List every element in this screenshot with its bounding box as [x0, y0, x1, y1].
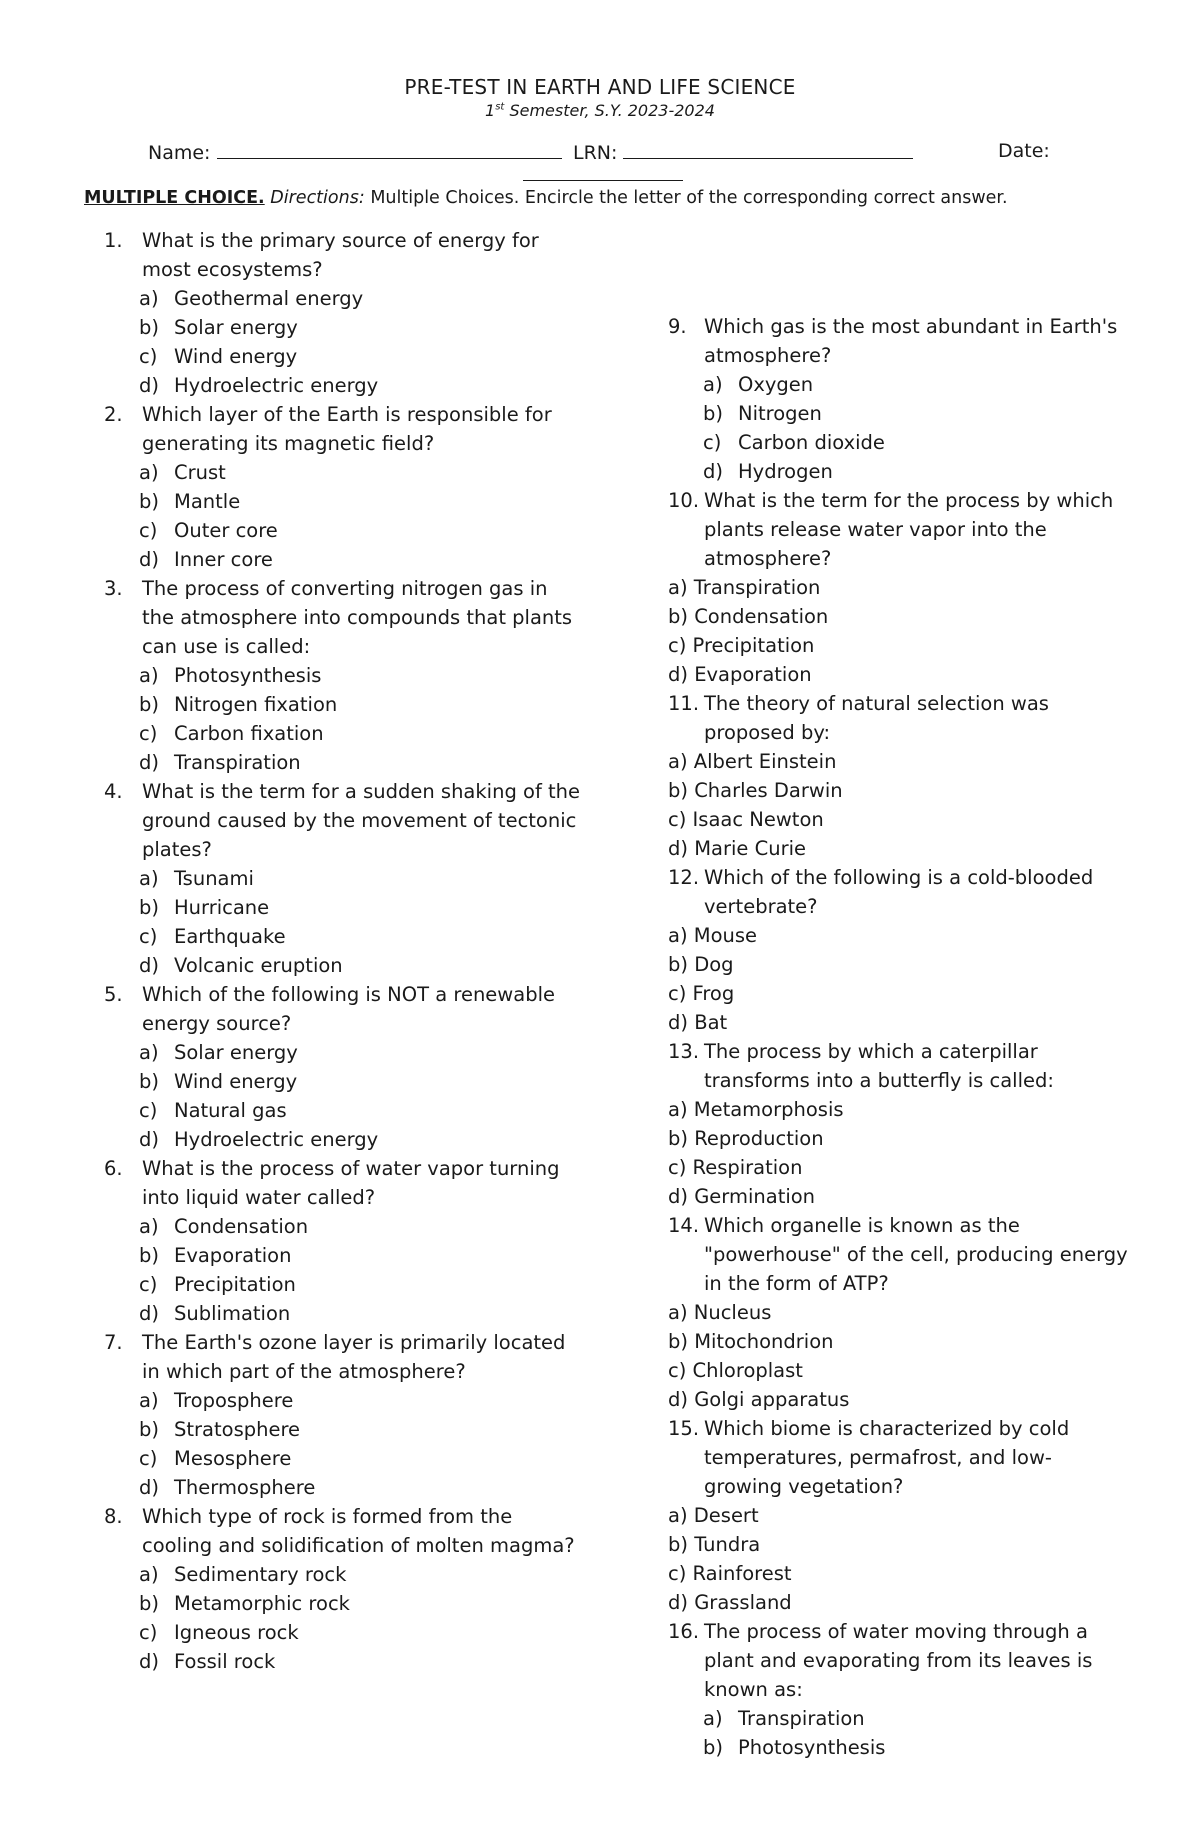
option-text: Precipitation [692, 634, 815, 657]
option-text: Frog [692, 982, 735, 1005]
option-letter: d) [139, 1302, 159, 1325]
answer-option[interactable] [104, 1415, 584, 1444]
option-text: Inner core [174, 548, 273, 571]
option-letter: d) [139, 1476, 159, 1499]
semester-num: 1 [485, 101, 496, 120]
answer-option[interactable] [104, 1560, 584, 1589]
option-letter: b) [668, 1533, 695, 1556]
question-item [104, 400, 584, 574]
option-text: Sedimentary rock [174, 1563, 347, 1586]
answer-options [668, 573, 1128, 689]
option-letter: a) [139, 867, 159, 890]
answer-option[interactable] [104, 1386, 584, 1415]
question-number: 9. [668, 315, 687, 338]
answer-option[interactable] [668, 1095, 1128, 1124]
answer-option[interactable] [104, 545, 584, 574]
option-letter: b) [668, 1330, 695, 1353]
option-text: Thermosphere [174, 1476, 316, 1499]
option-letter: c) [139, 925, 158, 948]
question-prompt: Which of the following is a cold-blooded vertebrate? [704, 866, 1094, 918]
option-letter: b) [668, 779, 695, 802]
answer-option[interactable] [104, 690, 584, 719]
option-text: Nitrogen [738, 402, 822, 425]
option-letter: b) [139, 693, 159, 716]
question-text [668, 1037, 1128, 1095]
semester-rest: Semester, S.Y. 2023-2024 [504, 101, 715, 120]
option-letter: d) [668, 1185, 695, 1208]
answer-option[interactable] [104, 458, 584, 487]
question-number: 16. [668, 1620, 700, 1643]
question-text [668, 486, 1128, 573]
option-letter: a) [668, 1301, 694, 1324]
option-letter: a) [668, 1504, 694, 1527]
option-letter: b) [139, 490, 159, 513]
answer-option[interactable] [104, 1589, 584, 1618]
option-text: Desert [693, 1504, 759, 1527]
date-blank[interactable] [523, 180, 683, 181]
question-number: 13. [668, 1040, 700, 1063]
option-letter: a) [668, 576, 694, 599]
answer-options [668, 1095, 1128, 1211]
name-field[interactable] [148, 140, 562, 164]
answer-option[interactable] [668, 457, 1128, 486]
option-text: Grassland [694, 1591, 792, 1614]
answer-option[interactable] [668, 631, 1128, 660]
answer-option[interactable] [104, 1125, 584, 1154]
option-letter: b) [703, 1736, 723, 1759]
question-text [104, 574, 584, 661]
option-text: Photosynthesis [174, 664, 322, 687]
answer-option[interactable] [104, 893, 584, 922]
question-prompt: The theory of natural selection was proposed by: [704, 692, 1049, 744]
option-letter: a) [703, 1707, 723, 1730]
option-text: Dog [694, 953, 734, 976]
lrn-label: LRN: [573, 142, 618, 164]
question-text [668, 1211, 1128, 1298]
option-text: Charles Darwin [694, 779, 843, 802]
question-prompt: Which biome is characterized by cold temperatures, permafrost, and low-growing vegetation? [704, 1417, 1070, 1498]
answer-options [668, 747, 1128, 863]
option-text: Solar energy [174, 316, 298, 339]
option-text: Hydroelectric energy [174, 374, 379, 397]
answer-options [104, 458, 584, 574]
question-text [104, 1154, 584, 1212]
option-text: Natural gas [174, 1099, 287, 1122]
question-prompt: Which layer of the Earth is responsible for generating its magnetic field? [142, 403, 552, 455]
option-text: Igneous rock [174, 1621, 299, 1644]
option-letter: a) [668, 1098, 694, 1121]
option-text: Evaporation [174, 1244, 292, 1267]
option-text: Reproduction [694, 1127, 824, 1150]
option-letter: c) [703, 431, 722, 454]
option-text: Evaporation [694, 663, 812, 686]
question-text [668, 863, 1128, 921]
answer-option[interactable] [104, 1444, 584, 1473]
question-text [668, 312, 1128, 370]
question-number: 15. [668, 1417, 700, 1440]
question-number: 2. [104, 403, 123, 426]
semester-line [0, 101, 1200, 120]
option-text: Hydrogen [738, 460, 833, 483]
question-item [104, 574, 584, 777]
question-text [104, 226, 584, 284]
option-letter: a) [139, 664, 159, 687]
multiple-choice-label: MULTIPLE CHOICE. [84, 188, 265, 208]
question-prompt: The process of converting nitrogen gas in the atmosphere into compounds that plants can use is called: [142, 577, 573, 658]
option-letter: d) [139, 374, 159, 397]
option-text: Photosynthesis [738, 1736, 886, 1759]
answer-option[interactable] [668, 602, 1128, 631]
question-number: 12. [668, 866, 700, 889]
option-text: Carbon dioxide [738, 431, 885, 454]
question-number: 1. [104, 229, 123, 252]
answer-options [668, 921, 1128, 1037]
option-text: Condensation [694, 605, 829, 628]
question-text [104, 1328, 584, 1386]
option-letter: d) [703, 460, 723, 483]
option-letter: d) [668, 837, 695, 860]
option-text: Carbon fixation [174, 722, 324, 745]
option-text: Respiration [692, 1156, 803, 1179]
option-letter: b) [139, 1070, 159, 1093]
option-letter: c) [139, 345, 158, 368]
option-text: Nucleus [693, 1301, 772, 1324]
option-text: Crust [174, 461, 226, 484]
option-text: Golgi apparatus [694, 1388, 850, 1411]
option-letter: a) [668, 750, 694, 773]
option-text: Bat [694, 1011, 728, 1034]
answer-option[interactable] [104, 284, 584, 313]
answer-option[interactable] [668, 1385, 1128, 1414]
answer-option[interactable] [668, 1530, 1128, 1559]
option-letter: b) [139, 1418, 159, 1441]
answer-option[interactable] [104, 313, 584, 342]
answer-options [104, 1560, 584, 1676]
semester-sup: st [495, 101, 505, 113]
option-text: Chloroplast [692, 1359, 803, 1382]
answer-option[interactable] [104, 1270, 584, 1299]
option-text: Rainforest [692, 1562, 792, 1585]
directions-label: Directions: [270, 188, 365, 208]
answer-option[interactable] [104, 1212, 584, 1241]
option-letter: b) [139, 1592, 159, 1615]
answer-option[interactable] [668, 1124, 1128, 1153]
option-letter: c) [139, 1273, 158, 1296]
option-letter: c) [668, 808, 693, 831]
option-text: Tundra [694, 1533, 761, 1556]
option-text: Marie Curie [694, 837, 806, 860]
option-text: Mitochondrion [694, 1330, 834, 1353]
option-letter: c) [668, 1156, 693, 1179]
name-blank[interactable] [217, 140, 562, 159]
question-prompt: The process by which a caterpillar transforms into a butterfly is called: [704, 1040, 1054, 1092]
option-letter: b) [139, 1244, 159, 1267]
answer-option[interactable] [104, 487, 584, 516]
lrn-field[interactable] [573, 140, 913, 164]
option-text: Mouse [693, 924, 758, 947]
question-item [104, 1328, 584, 1502]
option-letter: a) [139, 1389, 159, 1412]
option-letter: b) [139, 896, 159, 919]
answer-option[interactable] [668, 1008, 1128, 1037]
question-number: 4. [104, 780, 123, 803]
question-number: 3. [104, 577, 123, 600]
question-text [668, 1617, 1128, 1704]
option-letter: d) [668, 1388, 695, 1411]
option-text: Earthquake [174, 925, 286, 948]
option-letter: c) [139, 1621, 158, 1644]
option-letter: b) [668, 1127, 695, 1150]
option-letter: c) [139, 519, 158, 542]
answer-option[interactable] [104, 1647, 584, 1676]
question-number: 11. [668, 692, 700, 715]
directions-line [84, 188, 1134, 208]
question-prompt: What is the primary source of energy for most ecosystems? [142, 229, 539, 281]
answer-option[interactable] [668, 747, 1128, 776]
answer-options [104, 661, 584, 777]
question-prompt: Which type of rock is formed from the cooling and solidification of molten magma? [142, 1505, 575, 1557]
question-item [668, 1037, 1128, 1211]
option-text: Albert Einstein [693, 750, 837, 773]
option-text: Transpiration [693, 576, 821, 599]
question-prompt: What is the term for a sudden shaking of the ground caused by the movement of tectonic plates? [142, 780, 581, 861]
answer-options [668, 1501, 1128, 1617]
option-text: Volcanic eruption [174, 954, 343, 977]
option-letter: d) [139, 548, 159, 571]
question-prompt: Which organelle is known as the "powerhouse" of the cell, producing energy in the form of ATP? [704, 1214, 1128, 1295]
option-letter: a) [668, 924, 694, 947]
question-prompt: Which of the following is NOT a renewable energy source? [142, 983, 555, 1035]
question-item [104, 1502, 584, 1676]
option-text: Transpiration [174, 751, 301, 774]
answer-option[interactable] [668, 921, 1128, 950]
answer-option[interactable] [668, 1298, 1128, 1327]
answer-options [104, 1038, 584, 1154]
option-letter: d) [139, 751, 159, 774]
answer-option[interactable] [104, 1038, 584, 1067]
question-text [668, 689, 1128, 747]
answer-option[interactable] [104, 371, 584, 400]
option-text: Mesosphere [174, 1447, 292, 1470]
question-number: 6. [104, 1157, 123, 1180]
option-letter: a) [703, 373, 723, 396]
option-text: Condensation [174, 1215, 309, 1238]
answer-option[interactable] [104, 1241, 584, 1270]
option-text: Wind energy [174, 1070, 298, 1093]
option-text: Isaac Newton [692, 808, 824, 831]
option-letter: a) [139, 461, 159, 484]
left-question-column [104, 226, 584, 1676]
answer-option[interactable] [668, 805, 1128, 834]
answer-option[interactable] [104, 342, 584, 371]
question-item [668, 1211, 1128, 1414]
answer-option[interactable] [104, 951, 584, 980]
question-item [668, 486, 1128, 689]
option-text: Germination [694, 1185, 816, 1208]
lrn-blank[interactable] [623, 140, 913, 159]
question-item [668, 689, 1128, 863]
answer-options [668, 370, 1128, 486]
option-letter: a) [139, 1563, 159, 1586]
question-number: 7. [104, 1331, 123, 1354]
question-text [668, 1414, 1128, 1501]
answer-option[interactable] [668, 950, 1128, 979]
right-question-column [668, 312, 1128, 1762]
question-item [668, 1617, 1128, 1762]
answer-options [104, 864, 584, 980]
option-text: Troposphere [174, 1389, 294, 1412]
student-info-line [148, 140, 1058, 190]
option-letter: a) [139, 1041, 159, 1064]
option-text: Metamorphic rock [174, 1592, 350, 1615]
option-letter: b) [703, 402, 723, 425]
answer-option[interactable] [668, 660, 1128, 689]
answer-option[interactable] [668, 1356, 1128, 1385]
answer-option[interactable] [104, 719, 584, 748]
option-letter: c) [668, 982, 693, 1005]
option-text: Mantle [174, 490, 241, 513]
option-text: Metamorphosis [693, 1098, 844, 1121]
option-letter: c) [139, 722, 158, 745]
answer-option[interactable] [104, 1067, 584, 1096]
question-number: 5. [104, 983, 123, 1006]
question-prompt: Which gas is the most abundant in Earth's atmosphere? [704, 315, 1118, 367]
option-letter: a) [139, 287, 159, 310]
question-number: 14. [668, 1214, 700, 1237]
option-letter: c) [668, 1562, 693, 1585]
option-text: Nitrogen fixation [174, 693, 338, 716]
option-text: Hurricane [174, 896, 270, 919]
question-text [104, 980, 584, 1038]
answer-option[interactable] [104, 1096, 584, 1125]
option-letter: d) [139, 1650, 159, 1673]
option-letter: d) [139, 1128, 159, 1151]
question-number: 8. [104, 1505, 123, 1528]
answer-option[interactable] [104, 864, 584, 893]
option-text: Fossil rock [174, 1650, 276, 1673]
answer-option[interactable] [104, 1618, 584, 1647]
option-text: Oxygen [738, 373, 814, 396]
option-letter: c) [668, 634, 693, 657]
question-prompt: What is the process of water vapor turning into liquid water called? [142, 1157, 560, 1209]
answer-option[interactable] [104, 922, 584, 951]
option-letter: c) [139, 1099, 158, 1122]
option-text: Outer core [174, 519, 278, 542]
option-text: Tsunami [174, 867, 254, 890]
directions-text: Multiple Choices. Encircle the letter of the corresponding correct answer. [370, 188, 1008, 208]
answer-option[interactable] [104, 1299, 584, 1328]
answer-option[interactable] [668, 399, 1128, 428]
answer-option[interactable] [668, 1704, 1128, 1733]
page-title: PRE-TEST IN EARTH AND LIFE SCIENCE [404, 75, 796, 99]
option-letter: d) [668, 1011, 695, 1034]
question-prompt: What is the term for the process by which plants release water vapor into the atmosphere? [704, 489, 1114, 570]
option-text: Solar energy [174, 1041, 298, 1064]
question-text [104, 400, 584, 458]
answer-option[interactable] [668, 834, 1128, 863]
answer-options [104, 1212, 584, 1328]
date-field[interactable] [998, 140, 1050, 162]
answer-options [668, 1704, 1128, 1762]
option-letter: a) [139, 1215, 159, 1238]
question-item [104, 777, 584, 980]
answer-option[interactable] [668, 428, 1128, 457]
answer-options [668, 1298, 1128, 1414]
answer-options [104, 1386, 584, 1502]
option-text: Hydroelectric energy [174, 1128, 379, 1151]
answer-option[interactable] [104, 1473, 584, 1502]
answer-option[interactable] [668, 370, 1128, 399]
option-letter: b) [668, 605, 695, 628]
answer-option[interactable] [668, 1733, 1128, 1762]
answer-option[interactable] [104, 516, 584, 545]
answer-option[interactable] [668, 979, 1128, 1008]
option-text: Sublimation [174, 1302, 291, 1325]
question-text [104, 1502, 584, 1560]
question-item [104, 1154, 584, 1328]
option-letter: b) [139, 316, 159, 339]
question-prompt: The process of water moving through a plant and evaporating from its leaves is known as: [704, 1620, 1093, 1701]
option-text: Transpiration [738, 1707, 865, 1730]
answer-option[interactable] [668, 573, 1128, 602]
option-text: Geothermal energy [174, 287, 364, 310]
answer-option[interactable] [668, 1559, 1128, 1588]
question-text [104, 777, 584, 864]
option-letter: c) [139, 1447, 158, 1470]
answer-option[interactable] [668, 1501, 1128, 1530]
answer-option[interactable] [104, 661, 584, 690]
question-prompt: The Earth's ozone layer is primarily located in which part of the atmosphere? [142, 1331, 566, 1383]
question-item [668, 312, 1128, 486]
option-text: Precipitation [174, 1273, 296, 1296]
question-item [104, 980, 584, 1154]
answer-option[interactable] [668, 1153, 1128, 1182]
name-label: Name: [148, 142, 211, 164]
question-item [668, 1414, 1128, 1617]
answer-option[interactable] [668, 1327, 1128, 1356]
answer-option[interactable] [668, 1182, 1128, 1211]
option-text: Stratosphere [174, 1418, 301, 1441]
answer-option[interactable] [668, 1588, 1128, 1617]
question-number: 10. [668, 489, 700, 512]
answer-options [104, 284, 584, 400]
question-item [104, 226, 584, 400]
option-letter: d) [668, 1591, 695, 1614]
date-label: Date: [998, 140, 1050, 162]
option-letter: d) [668, 663, 695, 686]
answer-option[interactable] [104, 748, 584, 777]
option-letter: d) [139, 954, 159, 977]
option-letter: b) [668, 953, 695, 976]
option-text: Wind energy [174, 345, 298, 368]
option-letter: c) [668, 1359, 693, 1382]
answer-option[interactable] [668, 776, 1128, 805]
question-item [668, 863, 1128, 1037]
